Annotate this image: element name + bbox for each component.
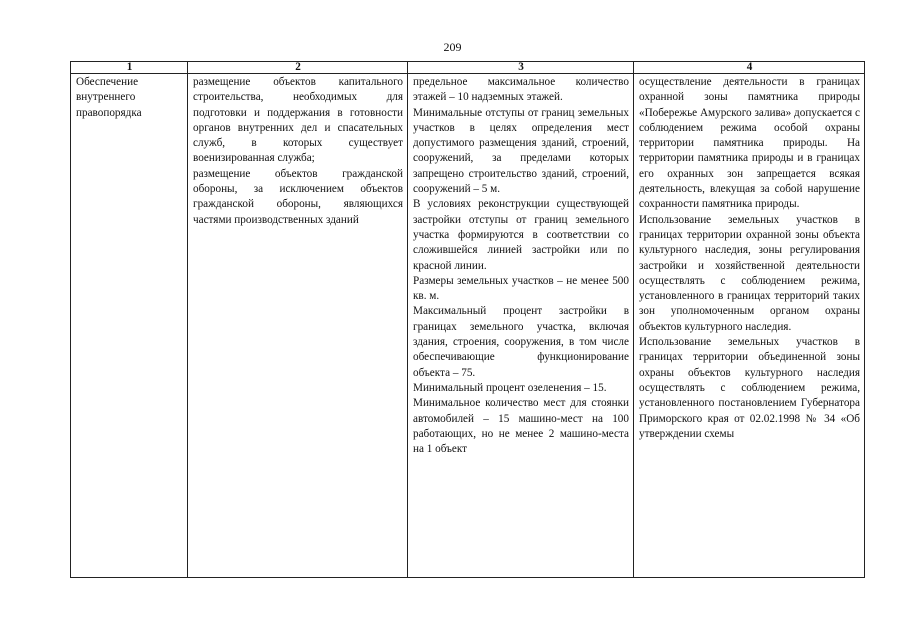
column-header-2: 2	[188, 62, 408, 74]
parameter-paragraph: Минимальные отступы от границ земельных участков в целях определения мест допустимого размещения зданий, строений, сооружений, за пределами которых запрещено строительство зданий, строений, сооружений – 5 м.	[413, 106, 629, 196]
column-header-4: 4	[634, 62, 865, 74]
cell-restrictions	[634, 74, 865, 578]
cell-use-description	[188, 74, 408, 578]
parameter-paragraph: Максимальный процент застройки в границах земельного участка, включая здания, строения, сооружения, в том числе обеспечивающие функционирование объекта – 75.	[413, 305, 629, 379]
restriction-paragraph: Использование земельных участков в границах территории охранной зоны объекта культурного наследия, зоны регулирования застройки и хозяйственной деятельности осуществлять с соблюдением режима, установленного в границах территорий таких зон уполномоченным органом охраны объектов культурного наследия.	[639, 213, 860, 333]
cell-parameters	[408, 74, 634, 578]
page-number: 209	[443, 40, 462, 54]
table-row	[71, 74, 865, 578]
description-paragraph: размещение объектов капитального строительства, необходимых для подготовки и поддержания в готовности органов внутренних дел и спасательных служб, в которых существует военизированная служба;	[193, 76, 403, 165]
table-header-row	[71, 62, 865, 74]
restriction-paragraph: осуществление деятельности в границах охранной зоны памятника природы «Побережье Амурского залива» допускается с соблюдением режима особой охраны территории памятника природы. На территории памятника природы и в границах его охранных зон запрещается всякая деятельность, влекущая за собой нарушение сохранности памятника природы.	[639, 76, 860, 211]
parameter-paragraph: Минимальный процент озеленения – 15.	[413, 381, 607, 394]
parameter-paragraph: Размеры земельных участков – не менее 500 кв. м.	[413, 274, 629, 303]
restriction-paragraph: Использование земельных участков в границах территории объединенной зоны охраны объектов культурного наследия осуществлять с соблюдением режима, установленного постановлением Губернатора Приморского края от 02.02.1998 № 34 «Об утверждении схемы	[639, 336, 860, 440]
parameter-paragraph: предельное максимальное количество этажей – 10 надземных этажей.	[413, 76, 629, 104]
parameter-paragraph: Минимальное количество мест для стоянки автомобилей – 15 машино-мест на 100 работающих, но не менее 2 машино-места на 1 объект	[413, 397, 629, 456]
parameter-paragraph: В условиях реконструкции существующей застройки отступы от границ земельного участка формируются в соответствии со сложившейся линией застройки или по красной линии.	[413, 198, 629, 272]
use-type-name: Обеспечение внутреннего правопорядка	[76, 76, 142, 119]
description-paragraph: размещение объектов гражданской обороны, за исключением объектов гражданской обороны, являющихся частями производственных зданий	[193, 167, 403, 226]
column-header-1: 1	[71, 62, 188, 74]
cell-use-type	[71, 74, 188, 578]
column-header-3: 3	[408, 62, 634, 74]
regulations-table	[70, 61, 865, 578]
